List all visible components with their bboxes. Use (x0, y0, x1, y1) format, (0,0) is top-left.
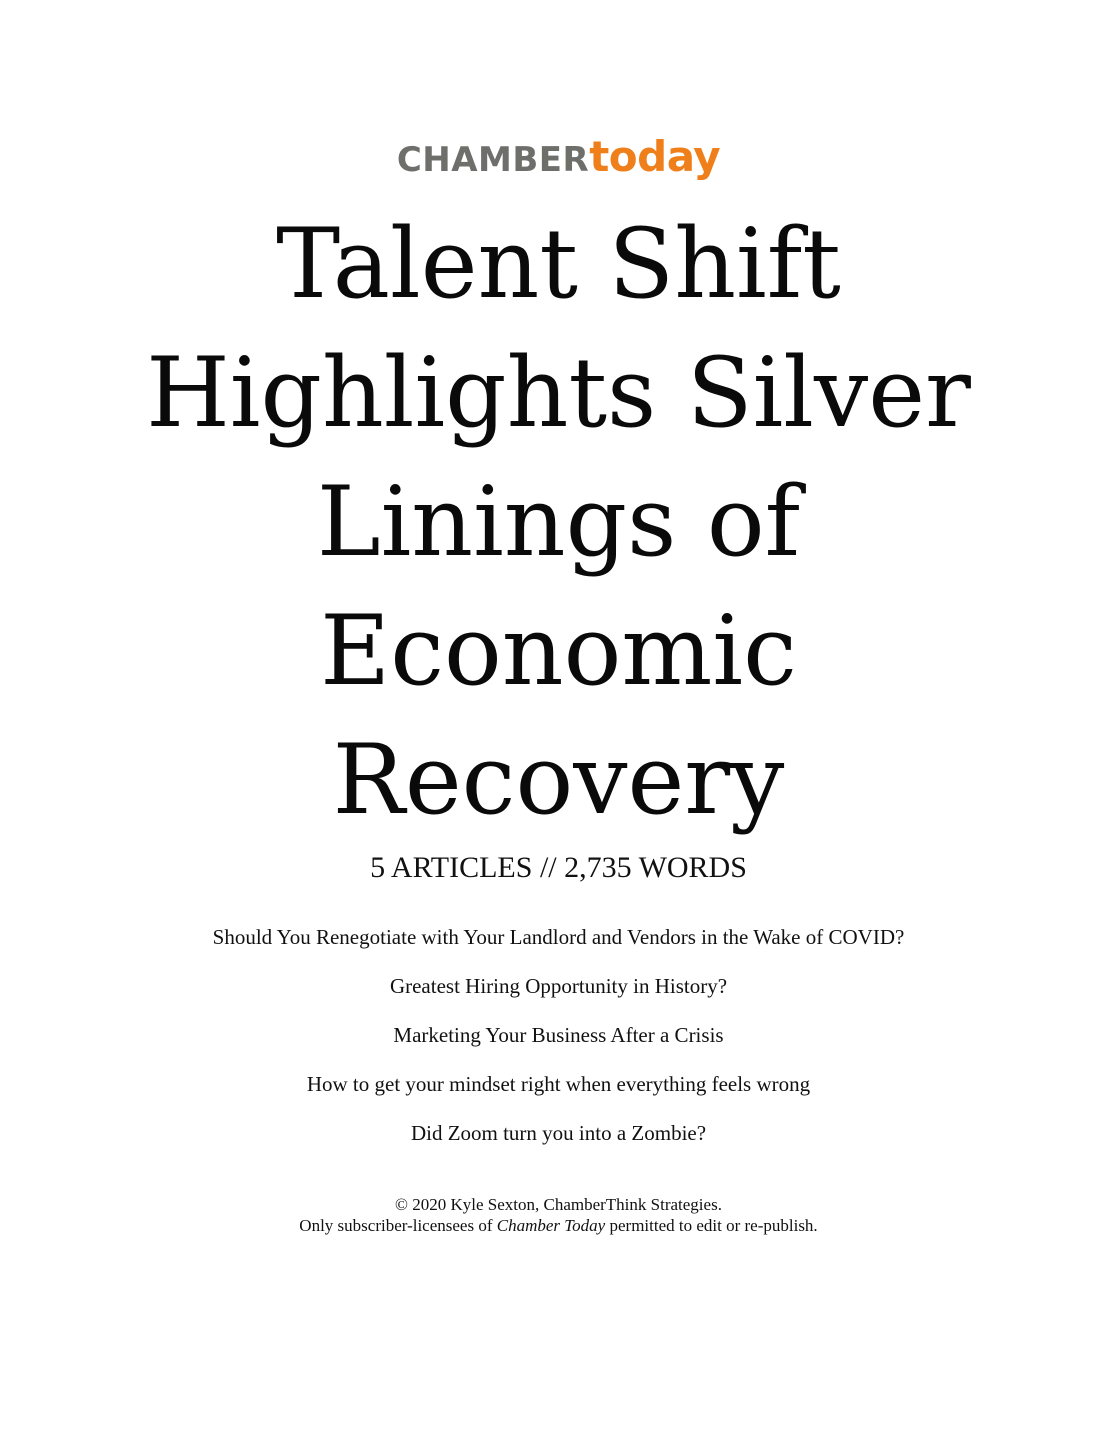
title-line: Economic (320, 595, 797, 707)
title-line: Linings of (316, 466, 801, 578)
logo-today-text: today (589, 132, 721, 181)
document-title (60, 200, 1057, 845)
logo-chamber-text: CHAMBER (396, 140, 590, 180)
publication-name: Chamber Today (496, 1216, 606, 1235)
article-title: Greatest Hiring Opportunity in History? (389, 974, 728, 998)
chamber-today-logo (0, 132, 1117, 181)
title-line: Talent Shift (276, 208, 841, 320)
license-suffix: permitted to edit or re-publish. (605, 1216, 818, 1235)
article-title: Did Zoom turn you into a Zombie? (410, 1121, 707, 1145)
article-count-summary: 5 ARTICLES // 2,735 WORDS (370, 851, 747, 884)
license-prefix: Only subscriber-licensees of (299, 1216, 497, 1235)
license-line (0, 1215, 1117, 1236)
article-title: Should You Renegotiate with Your Landlord and Vendors in the Wake of COVID? (212, 925, 905, 949)
article-list (0, 922, 1117, 1167)
title-line: Recovery (332, 724, 785, 836)
article-title: How to get your mindset right when everything feels wrong (306, 1072, 811, 1096)
title-line: Highlights Silver (146, 337, 971, 449)
copyright-line: © 2020 Kyle Sexton, ChamberThink Strategies. (395, 1195, 722, 1214)
article-title: Marketing Your Business After a Crisis (393, 1023, 724, 1047)
copyright-notice (0, 1194, 1117, 1236)
